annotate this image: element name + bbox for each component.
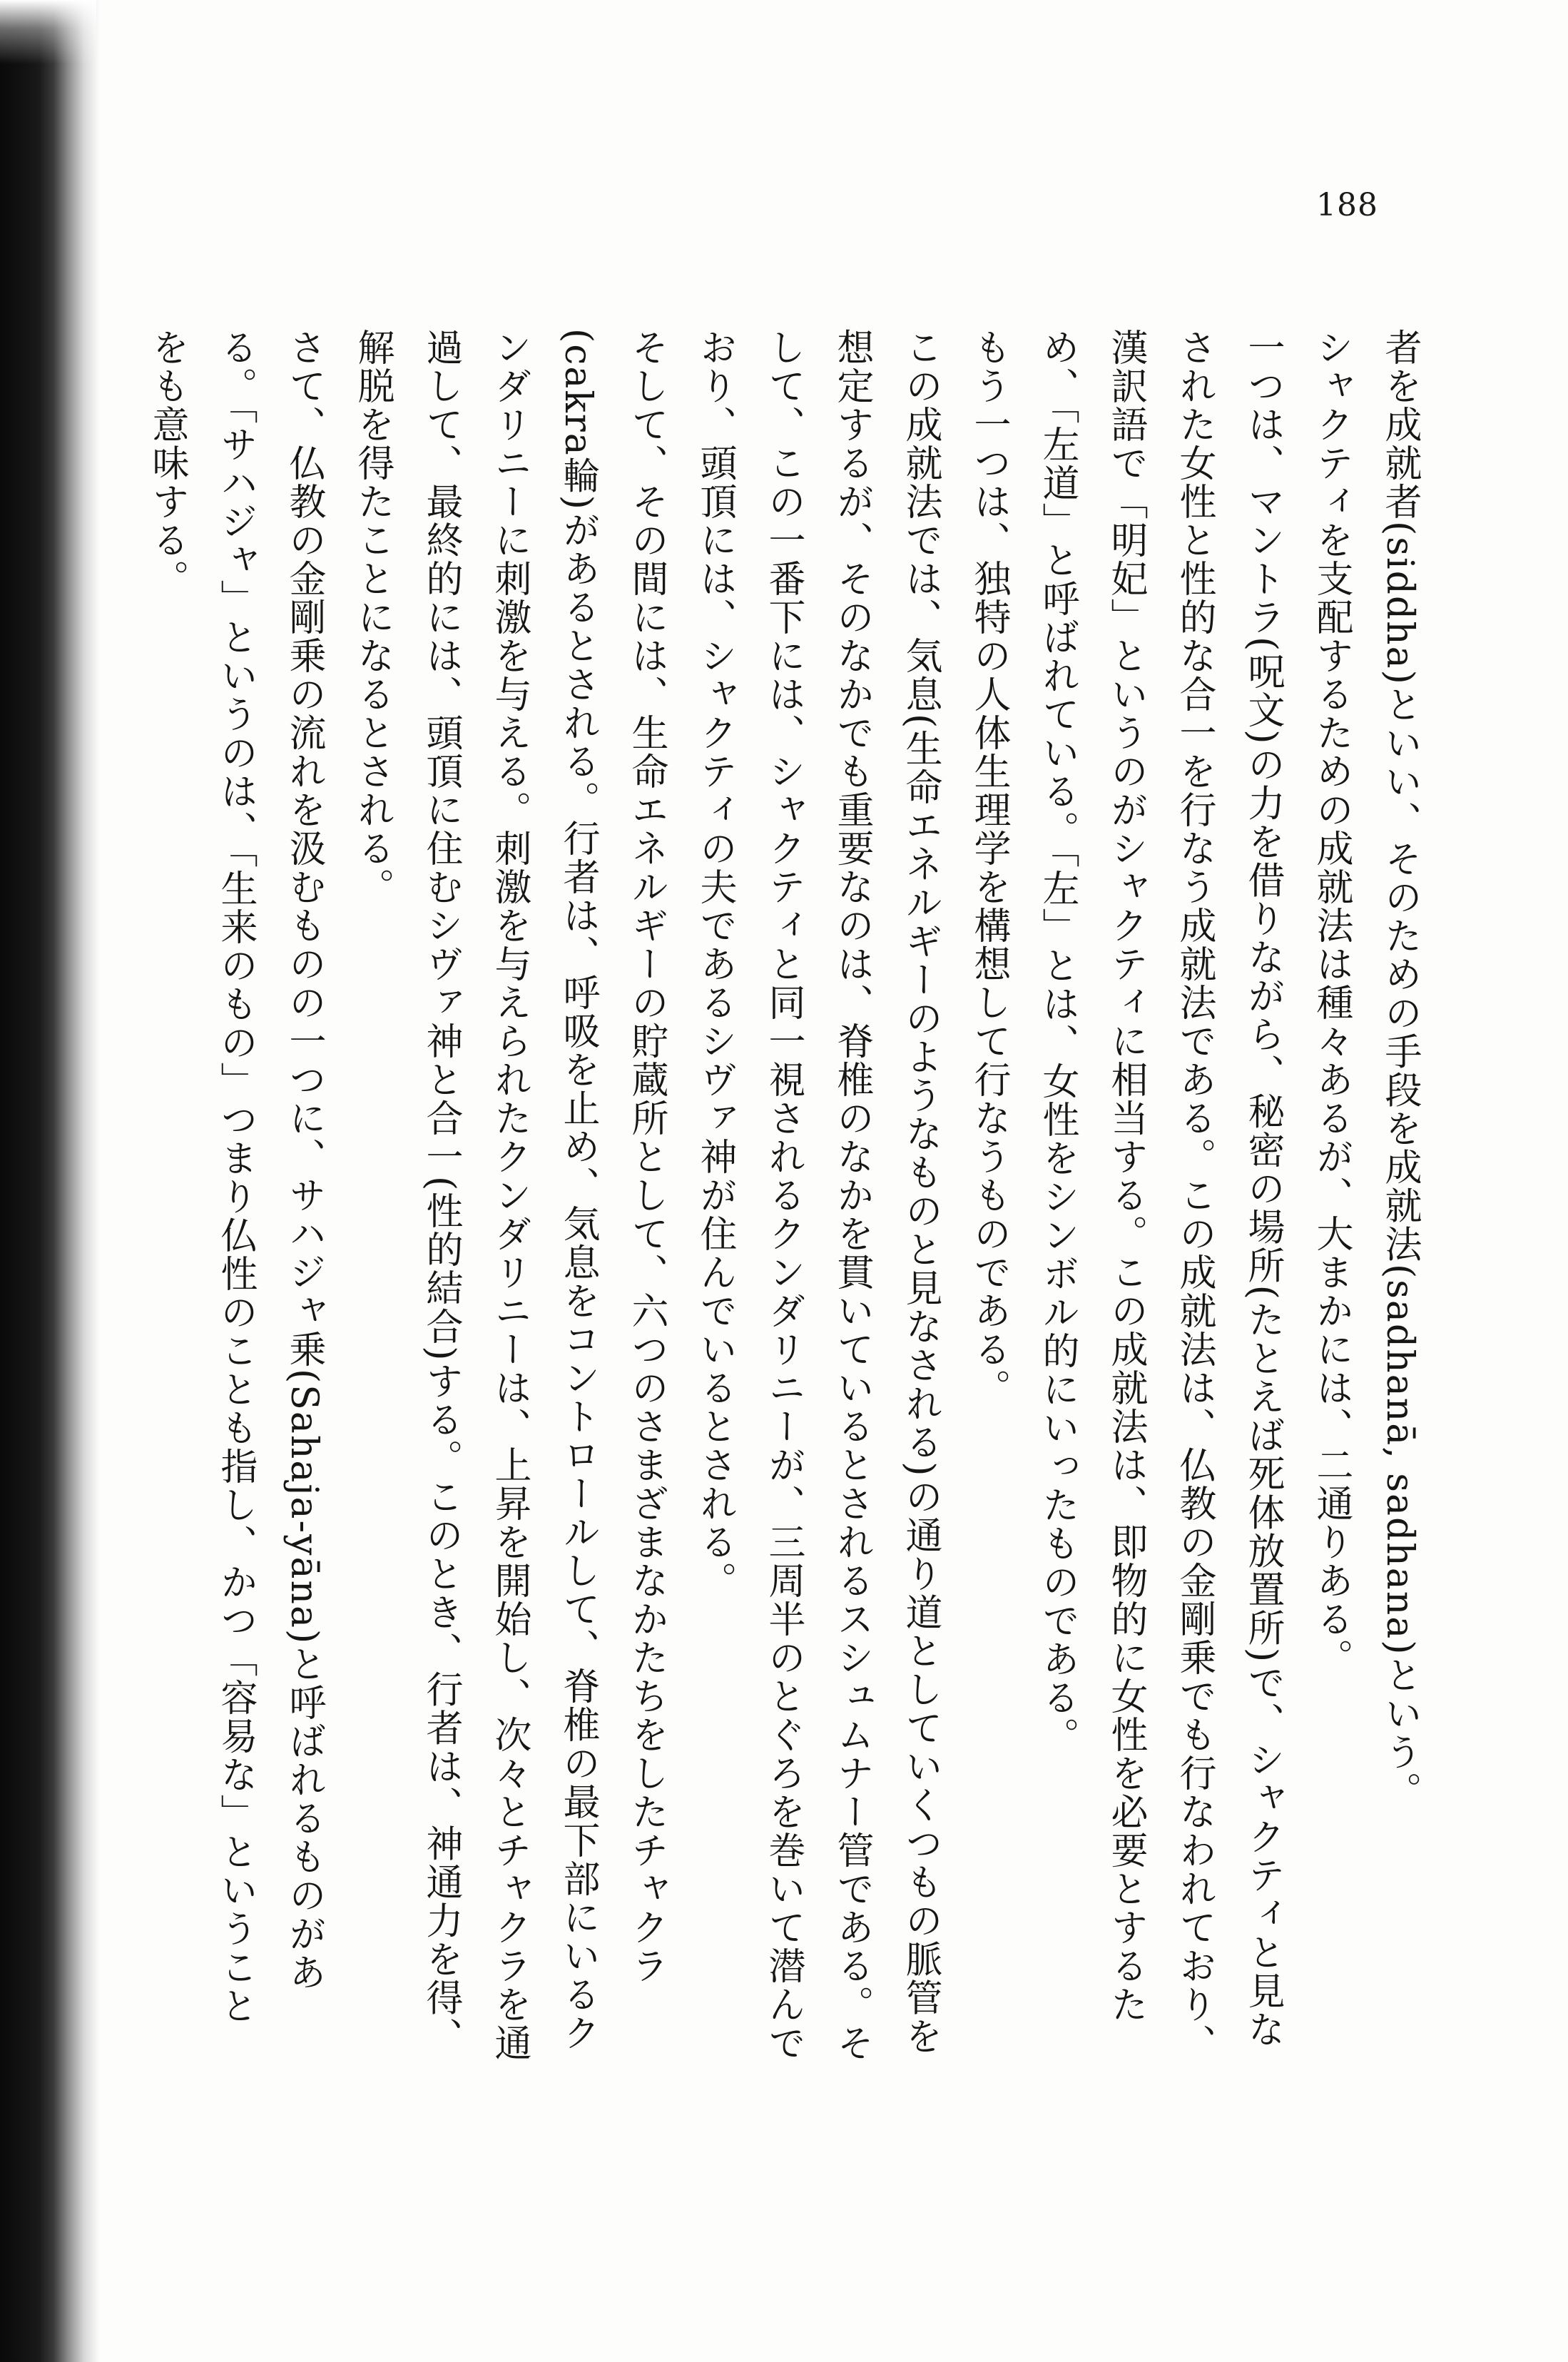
binding-top-fade [0, 0, 96, 64]
paragraph: さて、仏教の金剛乗の流れを汲むものの一つに、サハジャ乗(Sahaja-yāna)と呼ばれるものがある。「サハジャ」というのは、「生来のもの」つまり仏性のことも指し、かつ「容易な」ということをも意味する。 [146, 328, 325, 2025]
page-number: 188 [1316, 187, 1378, 223]
paragraph: もう一つは、独特の人体生理学を構想して行なうものである。 [967, 328, 1010, 1407]
book-binding-shadow [0, 0, 100, 2362]
vertical-text-body [146, 328, 1434, 2062]
paragraph: シャクティを支配するための成就法は種々あるが、大まかには、二通りある。 [1310, 328, 1353, 1677]
paragraph: そして、その間には、生命エネルギーの貯蔵所として、六つのさまざまなかたちをしたチャクラ(cakra輪)があるとされる。行者は、呼吸を止め、気息をコントロールして、脊椎の最下部にいるクンダリニーに刺激を与える。刺激を与えられたクンダリニーは、上昇を開始し、次々とチャクラを通過して、最終的には、頭頂に住むシヴァ神と合一(性的結合)する。このとき、行者は、神通力を得、解脱を得たことになるとされる。 [351, 328, 668, 2062]
paragraph: 一つは、マントラ(呪文)の力を借りながら、秘密の場所(たとえば死体放置所)で、シャクティと見なされた女性と性的な合一を行なう成就法である。この成就法は、仏教の金剛乗でも行なわれており、漢訳語で「明妃」というのがシャクティに相当する。この成就法は、即物的に女性を必要とするため、「左道」と呼ばれている。「左」とは、女性をシンボル的にいったものである。 [1036, 328, 1284, 2062]
paragraph: この成就法では、気息(生命エネルギーのようなものと見なされる)の通り道としていくつもの脈管を想定するが、そのなかでも重要なのは、脊椎のなかを貫いているとされるスシュムナー管である。そして、この一番下には、シャクティと同一視されるクンダリニーが、三周半のとぐろを巻いて潜んでおり、頭頂には、シャクティの夫であるシヴァ神が住んでいるとされる。 [693, 328, 942, 2062]
paragraph: 者を成就者(siddha)といい、そのための手段を成就法(sadhanā, sadhana)という。 [1378, 328, 1421, 1810]
